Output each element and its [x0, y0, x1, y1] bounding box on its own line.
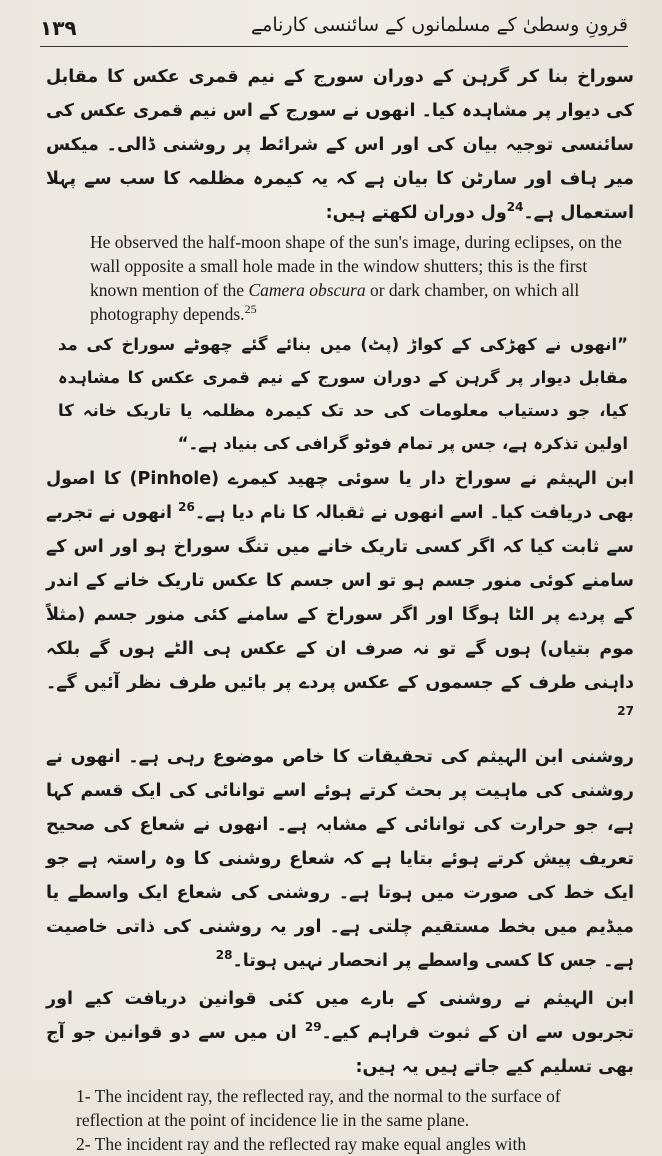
quote-english	[46, 230, 634, 326]
header-rule	[40, 46, 628, 47]
law-2: 2- The incident ray and the reflected ray make equal angles with	[76, 1134, 527, 1154]
footnote-ref-29: 29	[304, 1020, 322, 1035]
paragraph-3-text: روشنی ابن الہیثم کی تحقیقات کا خاص موضوع رہی ہے۔ انھوں نے روشنی کی ماہیت پر بحث کرتے ہوئے اسے توانائی کی ایک قسم کہا ہے، جو حرارت کی توانائی کے مشابہ ہے۔ انھوں نے شعاع کی صحیح تعریف پیش کرتے ہوئے بتایا ہے کہ شعاع روشنی کا وہ راستہ ہے جو ایک خط کی صورت میں ہوتا ہے۔ روشنی کی شعاع ایک واسطے یا میڈیم میں بخط مستقیم چلتی ہے۔ اور یہ روشنی کی ذاتی خاصیت ہے۔ جس کا کسی واسطے پر انحصار نہیں ہوتا۔	[46, 747, 634, 971]
camera-obscura-term: Camera obscura	[248, 280, 366, 300]
paragraph-1	[46, 60, 634, 230]
paragraph-4-text-b: ان میں سے دو قوانین جو آج بھی تسلیم کیے جاتے ہیں یہ ہیں:	[46, 1023, 634, 1077]
paragraph-2-text-b: انھوں نے تجربے سے ثابت کیا کہ اگر کسی تاریک خانے میں تنگ سوراخ ہو اور اس کے سامنے کوئی منور جسم ہو تو اس جسم کا عکس تاریک خانے کے اندر کے پردے پر الٹا ہوگا اور اگر سوراخ کے سامنے کئی منور جسم (مثلاً موم بتیاں) ہوں گے تو نہ صرف ان کے عکس ہی الٹے ہوں گے بلکہ داہنی طرف کے جسموں کے عکس پردے پر بائیں طرف نظر آئیں گے۔	[46, 503, 634, 693]
running-title: قرونِ وسطیٰ کے مسلمانوں کے سائنسی کارنامے	[251, 14, 628, 36]
quote-urdu-translation: ”انھوں نے کھڑکی کے کواڑ (پٹ) میں بنائے گئے چھوٹے سوراخ کی مد مقابل دیوار پر گرہن کے دوران سورج کے نیم قمری عکس کا مشاہدہ کیا، جو دستیاب معلومات کی حد تک کیمرہ مظلمہ یا تاریک خانہ کا اولین تذکرہ ہے، جس پر تمام فوٹو گرافی کی بنیاد ہے۔“	[58, 335, 628, 453]
page-header	[40, 14, 628, 44]
law-1: 1- The incident ray, the reflected ray, and the normal to the surface of reflection at the point of incidence lie in the same plane.	[76, 1086, 561, 1130]
paragraph-1-text: سوراخ بنا کر گرہن کے دوران سورج کے نیم قمری عکس کا مقابل کی دیوار پر مشاہدہ کیا۔ انھوں نے سورج کے اس نیم قمری عکس کی سائنسی توجیہ بیان کی اور اس کے شرائط پر روشنی ڈالی۔ میکس میر ہاف اور سارٹن کا بیان ہے کہ یہ کیمرہ مظلمہ کا سب سے پہلا استعمال ہے۔	[46, 67, 634, 223]
footnote-ref-28: 28	[215, 948, 233, 963]
page-body	[46, 60, 634, 1156]
footnote-ref-24: 24	[506, 200, 524, 215]
paragraph-2	[46, 462, 634, 734]
paragraph-3	[46, 740, 634, 978]
footnote-ref-25: 25	[244, 302, 257, 317]
paragraph-1-tail: ول دوران لکھتے ہیں:	[325, 203, 507, 223]
paragraph-4-text-a: ابن الہیثم نے روشنی کے بارے میں کئی قوانین دریافت کیے اور تجربوں سے ان کے ثبوت فراہم کیے۔	[46, 989, 634, 1043]
footnote-ref-26: 26	[178, 500, 195, 515]
page-number: ١٣٩	[40, 16, 77, 40]
footnote-ref-27: 27	[617, 704, 634, 719]
quote-english-tail: or dark chamber, on which all photography depends.	[90, 280, 580, 324]
paragraph-4	[46, 982, 634, 1084]
quote-english-text: He observed the half-moon shape of the sun's image, during eclipses, on the wall opposite a small hole made in the window shutters; this is the first known mention of the	[90, 232, 622, 300]
paragraph-2-text-a: ابن الہیثم نے سوراخ دار یا سوئی چھید کیمرے (Pinhole) کا اصول بھی دریافت کیا۔ اسے انھوں نے ثقبالہ کا نام دیا ہے۔	[46, 469, 635, 523]
